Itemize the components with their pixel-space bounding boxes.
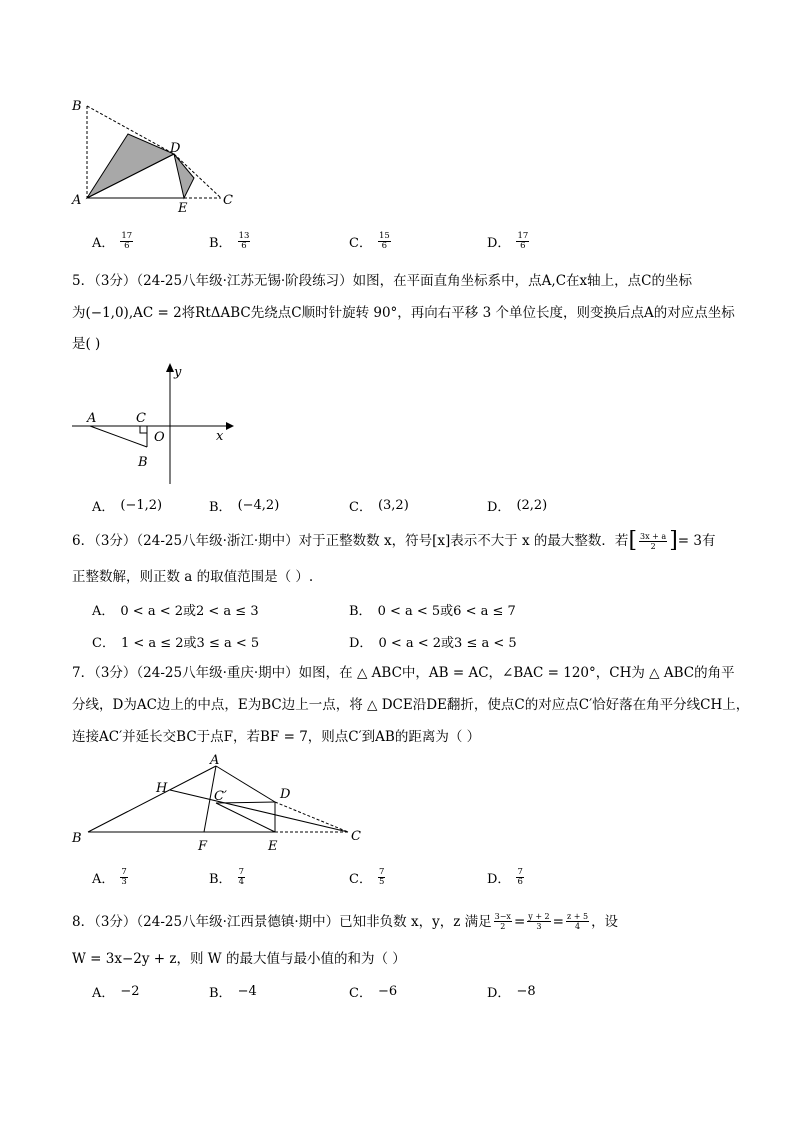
- q8-option-a[interactable]: [92, 982, 140, 1001]
- q5-label-A: A: [87, 411, 97, 426]
- option-label: A．: [92, 604, 115, 619]
- q6-option-a[interactable]: [92, 600, 259, 619]
- q8-line-1: [72, 912, 618, 931]
- q5-option-c[interactable]: [349, 496, 409, 515]
- option-label: D．: [487, 986, 511, 1001]
- equals-sign: =: [513, 913, 526, 930]
- option-label: A．: [92, 500, 115, 515]
- q8-option-d[interactable]: [487, 982, 536, 1001]
- q6-frac-num: 3x + a: [640, 531, 667, 541]
- q6-line-1: [72, 530, 716, 552]
- q8-line-1-tail: ，设: [591, 913, 619, 930]
- fraction: $\frac{17}{6}$: [517, 231, 529, 251]
- fraction: $\frac{13}{6}$: [238, 231, 250, 251]
- option-label: D．: [487, 872, 511, 887]
- option-label: A．: [92, 872, 115, 887]
- fraction: $\frac{7}{6}$: [517, 867, 523, 887]
- equals-sign: =: [552, 913, 564, 930]
- q4-option-b[interactable]: [209, 232, 250, 251]
- option-value: (3,2): [377, 498, 409, 513]
- q6-line-2: 正整数解，则正数 a 的取值范围是（ ）.: [72, 569, 314, 585]
- option-value: (−1,2): [120, 498, 163, 513]
- option-value: −4: [237, 984, 257, 999]
- q4-label-A: A: [72, 193, 82, 208]
- fraction: $\frac{17}{6}$: [121, 231, 133, 251]
- q8-option-c[interactable]: [349, 982, 397, 1001]
- q5-label-B: B: [138, 455, 148, 470]
- q4-option-a[interactable]: [92, 232, 133, 251]
- q7-option-c[interactable]: [349, 868, 385, 887]
- q7-figure: [66, 752, 376, 856]
- q6-option-c[interactable]: [92, 632, 259, 651]
- option-label: C．: [349, 872, 372, 887]
- q5-option-d[interactable]: [487, 496, 547, 515]
- q5-line-2: 为(−1,0),AC = 2将RtΔABC先绕点C顺时针旋转 90°，再向右平移 3 个单位长度，则变换后点A的对应点坐标: [72, 305, 735, 321]
- option-label: B．: [209, 872, 232, 887]
- option-label: A．: [92, 986, 115, 1001]
- q5-label-C: C: [136, 411, 146, 426]
- option-label: C．: [349, 500, 372, 515]
- q7-label-C1: C′: [214, 789, 227, 804]
- option-label: D．: [349, 636, 373, 651]
- q7-option-b[interactable]: [209, 868, 245, 887]
- option-label: D．: [487, 236, 511, 251]
- fraction: $\frac{7}{5}$: [378, 867, 385, 887]
- q4-figure: [66, 94, 246, 212]
- q6-option-b[interactable]: [349, 600, 516, 619]
- q8-fraction-1: $\frac{3-x}{2}$: [494, 912, 511, 931]
- q5-line-3: 是( ): [72, 336, 101, 352]
- q4-option-c[interactable]: [349, 232, 391, 251]
- q8-line-1-text: 8．（3分）（24-25八年级·江西景德镇·期中）已知非负数 x，y，z 满足: [72, 913, 492, 930]
- q5-label-x: x: [216, 429, 224, 444]
- option-value: −8: [516, 984, 536, 999]
- q8-fraction-3: $\frac{z + 5}{4}$: [566, 912, 589, 931]
- fraction: $\frac{7}{4}$: [238, 867, 244, 887]
- q7-option-d[interactable]: [487, 868, 524, 887]
- q4-label-B: B: [72, 99, 82, 114]
- option-value: 0 < a < 5或6 < a ≤ 7: [377, 604, 516, 619]
- q6-line-1-tail: = 3有: [677, 533, 716, 549]
- q6-line-1-text: 6．（3分）（24-25八年级·浙江·期中）对于正整数数 x，符号[x]表示不大于 x 的最大整数．若: [72, 533, 629, 549]
- option-label: B．: [209, 986, 232, 1001]
- q7-label-H: H: [156, 781, 168, 796]
- q6-frac-den: 2: [650, 541, 656, 551]
- q6-option-d[interactable]: [349, 632, 517, 651]
- q5-label-O: O: [154, 430, 165, 445]
- option-label: B．: [349, 604, 372, 619]
- q7-line-1: 7．（3分）（24-25八年级·重庆·期中）如图，在 △ ABC中，AB = AC，∠BAC = 120°，CH为 △ ABC的角平: [72, 665, 735, 681]
- q7-label-E: E: [268, 839, 278, 854]
- option-value: 1 < a ≤ 2或3 ≤ a < 5: [120, 636, 260, 651]
- q7-option-a[interactable]: [92, 868, 128, 887]
- q5-label-y: y: [174, 365, 182, 380]
- q5-figure: [68, 360, 238, 490]
- option-value: 0 < a < 2或2 < a ≤ 3: [120, 604, 259, 619]
- q7-label-F: F: [198, 839, 208, 854]
- q4-label-E: E: [178, 201, 188, 212]
- q4-label-D: D: [170, 141, 181, 156]
- option-label: C．: [349, 986, 372, 1001]
- option-label: C．: [92, 636, 115, 651]
- q6-floor-expression: [ $\frac{3x + a}{2}$ ]: [628, 528, 678, 553]
- q4-option-d[interactable]: [487, 232, 529, 251]
- q8-fraction-2: $\frac{y + 2}{3}$: [528, 912, 550, 931]
- q7-label-A: A: [210, 753, 220, 768]
- q5-option-a[interactable]: [92, 496, 162, 515]
- option-value: 0 < a < 2或3 ≤ a < 5: [378, 636, 517, 651]
- option-value: (−4,2): [237, 498, 280, 513]
- q7-label-B: B: [72, 831, 82, 846]
- option-label: D．: [487, 500, 511, 515]
- option-value: −6: [377, 984, 398, 999]
- q5-line-1: 5．（3分）（24-25八年级·江苏无锡·阶段练习）如图，在平面直角坐标系中，点A,C在x轴上，点C的坐标: [72, 273, 692, 289]
- q7-line-3: 连接AC′并延长交BC于点F，若BF = 7，则点C′到AB的距离为（ ）: [72, 729, 481, 745]
- fraction: $\frac{15}{6}$: [378, 231, 390, 251]
- q8-option-b[interactable]: [209, 982, 257, 1001]
- q7-label-C: C: [351, 829, 361, 844]
- option-label: C．: [349, 236, 372, 251]
- q7-line-2: 分线，D为AC边上的中点，E为BC边上一点，将 △ DCE沿DE翻折，使点C的对应点C′恰好落在角平分线CH上，: [72, 697, 750, 713]
- q4-label-C: C: [223, 193, 233, 208]
- q8-line-2: W = 3x−2y + z，则 W 的最大值与最小值的和为（ ）: [72, 951, 406, 967]
- option-value: −2: [120, 984, 140, 999]
- option-value: (2,2): [516, 498, 548, 513]
- option-label: A．: [92, 236, 115, 251]
- fraction: $\frac{7}{3}$: [121, 867, 127, 887]
- option-label: B．: [209, 236, 232, 251]
- q5-option-b[interactable]: [209, 496, 279, 515]
- q7-label-D: D: [280, 787, 291, 802]
- option-label: B．: [209, 500, 232, 515]
